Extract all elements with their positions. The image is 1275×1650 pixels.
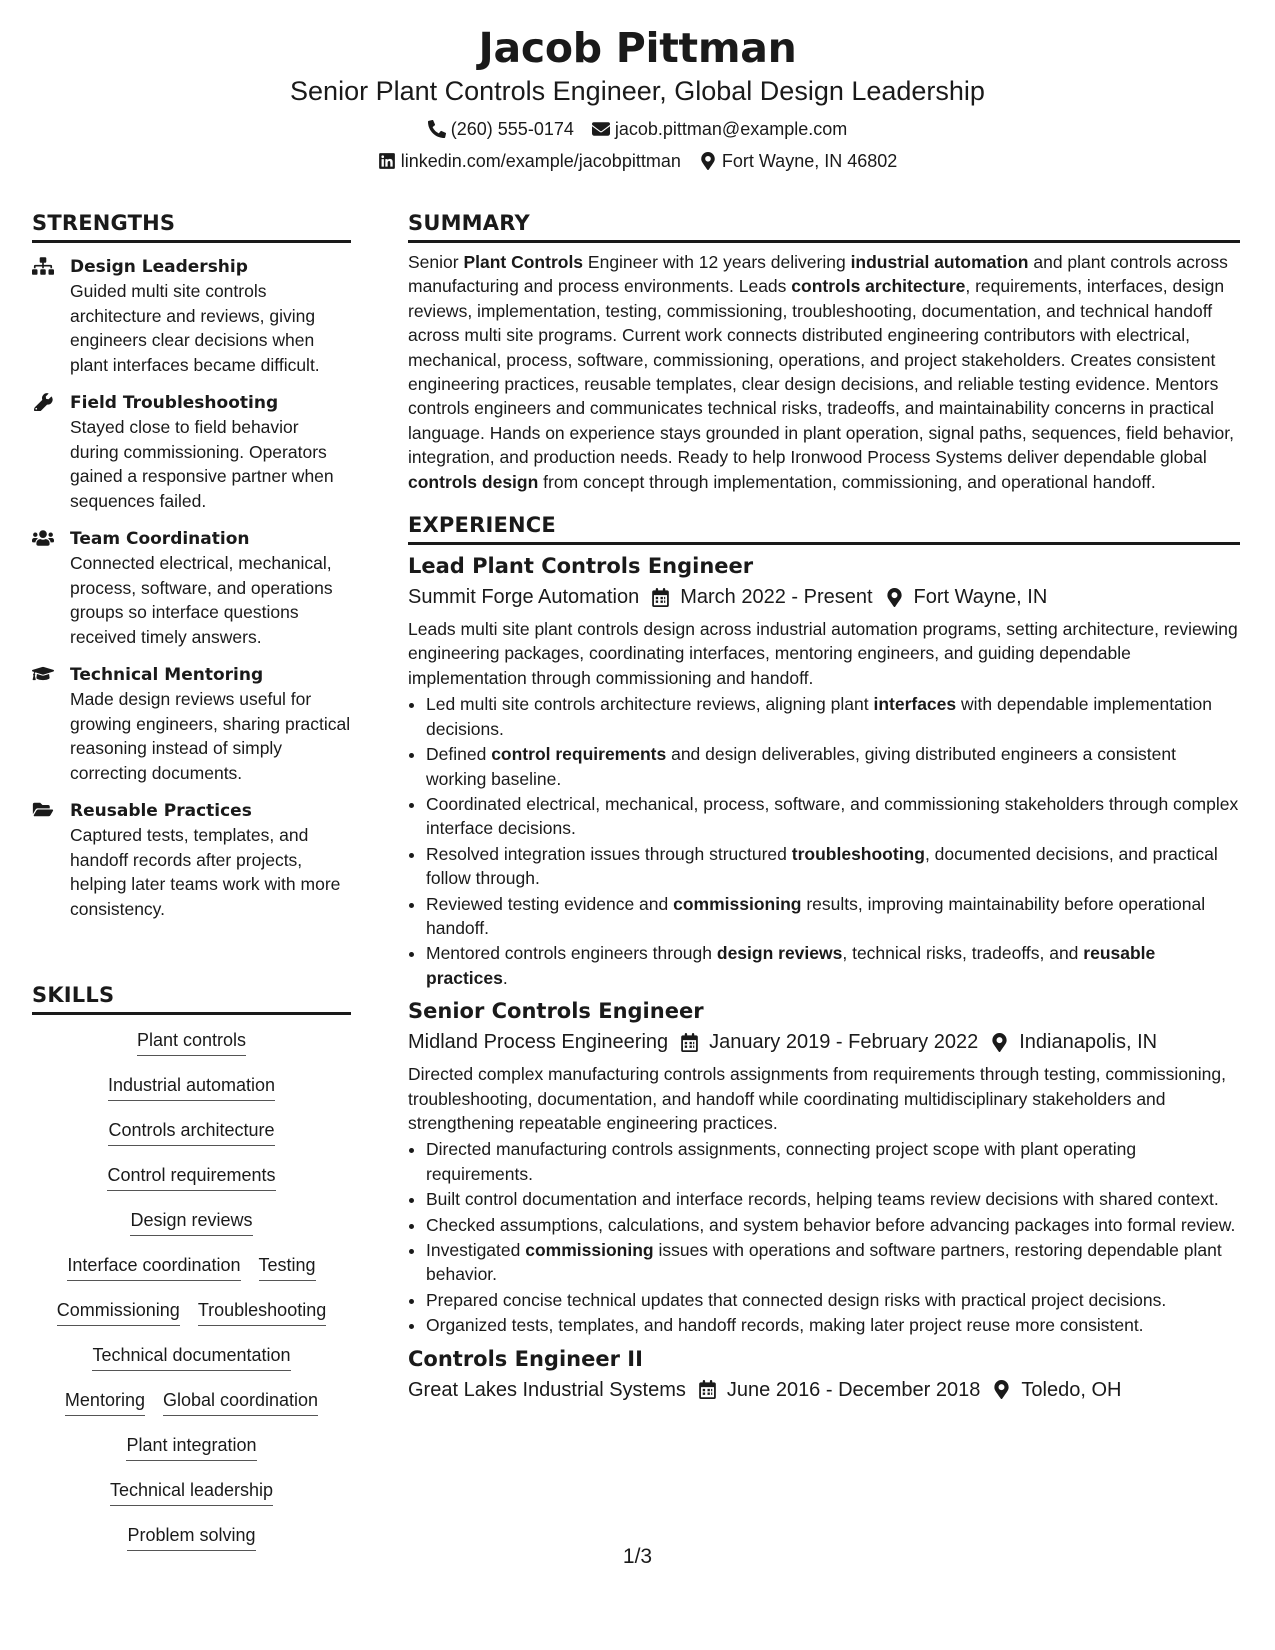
main-column (408, 208, 1240, 1405)
job-title: Controls Engineer II (408, 1346, 643, 1371)
bold-keyword: interfaces (873, 694, 957, 715)
job-bullet (426, 742, 1240, 791)
location-contact (699, 150, 897, 172)
strengths-list (32, 255, 351, 921)
map-marker-icon (992, 1380, 1011, 1399)
bold-keyword: commissioning (673, 893, 802, 914)
candidate-headline: Senior Plant Controls Engineer, Global Design Leadership (290, 76, 985, 106)
strength-description: Stayed close to field behavior during commissioning. Operators gained a responsive partner when sequences failed. (70, 417, 334, 511)
bold-keyword: troubleshooting (791, 843, 925, 864)
job-location: Fort Wayne, IN (913, 586, 1048, 609)
text-run: , technical risks, tradeoffs, and (842, 943, 1084, 964)
skill-tag: Testing (259, 1252, 316, 1281)
skill-row (32, 1207, 351, 1252)
bold-keyword: commissioning (525, 1240, 654, 1260)
skill-tag: Industrial automation (108, 1072, 275, 1101)
envelope-icon (592, 120, 610, 138)
strength-title: Design Leadership (70, 257, 248, 277)
job-dates: March 2022 - Present (680, 586, 873, 609)
calendar-icon (651, 588, 670, 607)
job-bullets (408, 1137, 1240, 1337)
experience-heading: EXPERIENCE (408, 510, 1240, 545)
text-run: Prepared concise technical updates that connected design risks with practical project decisions. (426, 1289, 1167, 1310)
job-bullet (426, 1288, 1240, 1312)
job-title: Senior Controls Engineer (408, 999, 704, 1024)
strength-description: Made design reviews useful for growing engineers, sharing practical reasoning instead of simply correcting documents. (70, 689, 351, 783)
skill-tag: Plant integration (126, 1432, 256, 1461)
job-bullet (426, 792, 1240, 841)
skill-row (32, 1072, 351, 1117)
job-location: Indianapolis, IN (1019, 1031, 1158, 1054)
text-run: Mentored controls engineers through (426, 943, 717, 964)
job-title: Lead Plant Controls Engineer (408, 554, 754, 579)
job-meta (408, 1027, 1240, 1057)
bold-keyword: design reviews (716, 943, 843, 964)
bold-keyword: controls design (408, 471, 539, 492)
page-number: 1/3 (622, 1545, 653, 1568)
job-bullet (426, 842, 1240, 891)
job-bullet (426, 941, 1240, 990)
users-icon (32, 527, 56, 649)
candidate-name: Jacob Pittman (478, 24, 797, 72)
text-run: Defined (426, 744, 492, 765)
skill-tag: Plant controls (137, 1027, 246, 1056)
contact-row-1 (0, 118, 1275, 140)
job-bullet (426, 1213, 1240, 1237)
skill-tag: Troubleshooting (198, 1297, 326, 1326)
strength-title: Reusable Practices (70, 801, 252, 821)
graduation-cap-icon (32, 663, 56, 785)
bold-keyword: control requirements (491, 744, 667, 765)
linkedin-text: linkedin.com/example/jacobpittman (400, 151, 681, 171)
text-run: from concept through implementation, commissioning, and operational handoff. (538, 471, 1156, 492)
linkedin-icon (378, 152, 396, 170)
experience-section (408, 510, 1240, 1405)
company-name: Midland Process Engineering (408, 1031, 669, 1054)
text-run: Senior (408, 252, 464, 272)
strength-item (32, 255, 351, 377)
skill-row (32, 1342, 351, 1387)
text-run: Investigated (426, 1240, 526, 1260)
phone-text: (260) 555-0174 (450, 119, 574, 139)
company-name: Great Lakes Industrial Systems (408, 1378, 686, 1401)
text-run: issues with operations and software partners, restoring dependable plant behavior. (426, 1240, 1222, 1285)
jobs-list (408, 551, 1240, 1405)
strength-title: Field Troubleshooting (70, 393, 279, 413)
job-meta (408, 1375, 1240, 1405)
job-bullet (426, 1187, 1240, 1211)
skill-row (32, 1477, 351, 1522)
map-marker-icon (699, 152, 717, 170)
strengths-heading: STRENGTHS (32, 208, 351, 243)
skill-row (32, 1027, 351, 1072)
skill-row (32, 1162, 351, 1207)
strength-description: Captured tests, templates, and handoff records after projects, helping later teams work with more consistency. (70, 825, 341, 919)
skill-row (32, 1297, 351, 1342)
calendar-icon (698, 1380, 717, 1399)
skill-row (32, 1117, 351, 1162)
skills-heading: SKILLS (32, 980, 351, 1015)
text-run: and plant controls across manufacturing and process environments. Leads (408, 252, 1228, 297)
summary-text (408, 250, 1240, 494)
map-marker-icon (885, 588, 904, 607)
job-bullet (426, 1238, 1240, 1287)
text-run: results, improving maintainability before operational handoff. (426, 893, 1206, 938)
bold-keyword: controls architecture (791, 276, 966, 297)
skills-list (32, 1027, 351, 1567)
text-run: Directed manufacturing controls assignments, connecting project scope with plant operating requirements. (426, 1139, 1137, 1184)
text-run: Resolved integration issues through structured (426, 843, 792, 864)
calendar-icon (680, 1033, 699, 1052)
text-run: and design deliverables, giving distributed engineers a consistent working baseline. (426, 744, 1176, 789)
text-run: with dependable implementation decisions. (426, 694, 1213, 739)
phone-icon (428, 120, 446, 138)
text-run: Engineer with 12 years delivering (583, 252, 851, 272)
linkedin-contact[interactable] (378, 150, 681, 172)
job-dates: June 2016 - December 2018 (726, 1378, 981, 1401)
skill-row (32, 1387, 351, 1432)
folder-open-icon (32, 799, 56, 921)
skill-row (32, 1252, 351, 1297)
skill-tag: Design reviews (130, 1207, 252, 1236)
job-summary: Directed complex manufacturing controls assignments from requirements through testing, commissioning, troubleshooting, documentation, and handoff while coordinating multidisciplinary stakeholders and strengthening repeatable engineering practices. (408, 1064, 1226, 1133)
strength-description: Connected electrical, mechanical, process, software, and operations groups so interface questions received timely answers. (70, 553, 333, 647)
text-run: Checked assumptions, calculations, and system behavior before advancing packages into formal review. (426, 1214, 1236, 1235)
skill-tag: Technical leadership (110, 1477, 273, 1506)
skill-tag: Control requirements (107, 1162, 275, 1191)
bold-keyword: Plant Controls (463, 252, 584, 272)
location-text: Fort Wayne, IN 46802 (721, 151, 898, 171)
contact-row-2 (0, 150, 1275, 172)
strength-title: Team Coordination (70, 529, 250, 549)
skill-tag: Controls architecture (108, 1117, 274, 1146)
resume-header (0, 22, 1275, 172)
summary-section (408, 208, 1240, 494)
job-entry (408, 1344, 1240, 1405)
text-run: Led multi site controls architecture reviews, aligning plant (426, 694, 874, 715)
skill-tag: Problem solving (127, 1522, 255, 1551)
job-entry (408, 551, 1240, 990)
text-run: Reviewed testing evidence and (426, 893, 674, 914)
job-location: Toledo, OH (1021, 1378, 1122, 1401)
summary-heading: SUMMARY (408, 208, 1240, 243)
job-dates: January 2019 - February 2022 (709, 1031, 979, 1054)
job-bullet (426, 692, 1240, 741)
skills-section (32, 980, 351, 1567)
job-entry (408, 996, 1240, 1337)
strength-item (32, 527, 351, 649)
bold-keyword: industrial automation (850, 252, 1029, 272)
text-run: Coordinated electrical, mechanical, process, software, and commissioning stakeholders through complex interface decisions. (426, 793, 1239, 839)
text-run: , documented decisions, and practical follow through. (426, 843, 1218, 889)
text-run: Built control documentation and interface records, helping teams review decisions with shared context. (426, 1189, 1219, 1210)
email-contact[interactable] (592, 118, 847, 140)
sitemap-icon (32, 255, 56, 377)
job-bullet (426, 1313, 1240, 1337)
job-bullet (426, 892, 1240, 941)
skill-tag: Global coordination (163, 1387, 318, 1416)
strength-description: Guided multi site controls architecture and reviews, giving engineers clear decisions when plant interfaces became difficult. (70, 281, 320, 375)
skill-tag: Technical documentation (92, 1342, 290, 1371)
strength-title: Technical Mentoring (70, 665, 264, 685)
strength-item (32, 663, 351, 785)
text-run: . (502, 967, 508, 988)
job-summary: Leads multi site plant controls design across industrial automation programs, setting architecture, reviewing engineering packages, coordinating interfaces, mentoring engineers, and guiding dependable implementation through commissioning and handoff. (408, 619, 1238, 688)
skill-row (32, 1432, 351, 1477)
company-name: Summit Forge Automation (408, 586, 640, 609)
job-bullets (408, 692, 1240, 990)
wrench-icon (32, 391, 56, 513)
skill-tag: Interface coordination (67, 1252, 240, 1281)
job-meta (408, 582, 1240, 612)
map-marker-icon (990, 1033, 1009, 1052)
job-bullet (426, 1137, 1240, 1186)
strengths-section (32, 208, 351, 935)
strength-item (32, 799, 351, 921)
skill-tag: Mentoring (65, 1387, 145, 1416)
email-text: jacob.pittman@example.com (614, 119, 848, 139)
text-run: , requirements, interfaces, design reviews, implementation, testing, commissioning, troubleshooting, documentation, and technical handoff across multi site programs. Current work connects distributed engineering contributors with electrical, mechanical, process, software, commissioning, operations, and project stakeholders. Creates consistent engineering practices, reusable templates, clear design decisions, and reliable testing evidence. Mentors controls engineers and communicates technical risks, tradeoffs, and maintainability concerns in practical language. Hands on experience stays grounded in plant operation, signal paths, sequences, field behavior, integration, and production needs. Ready to help Ironwood Process Systems deliver dependable global (408, 276, 1234, 468)
text-run: Organized tests, templates, and handoff records, making later project reuse more consistent. (426, 1315, 1144, 1336)
phone-contact[interactable] (428, 118, 574, 140)
bold-keyword: reusable practices (426, 943, 1156, 988)
strength-item (32, 391, 351, 513)
skill-tag: Commissioning (57, 1297, 180, 1326)
